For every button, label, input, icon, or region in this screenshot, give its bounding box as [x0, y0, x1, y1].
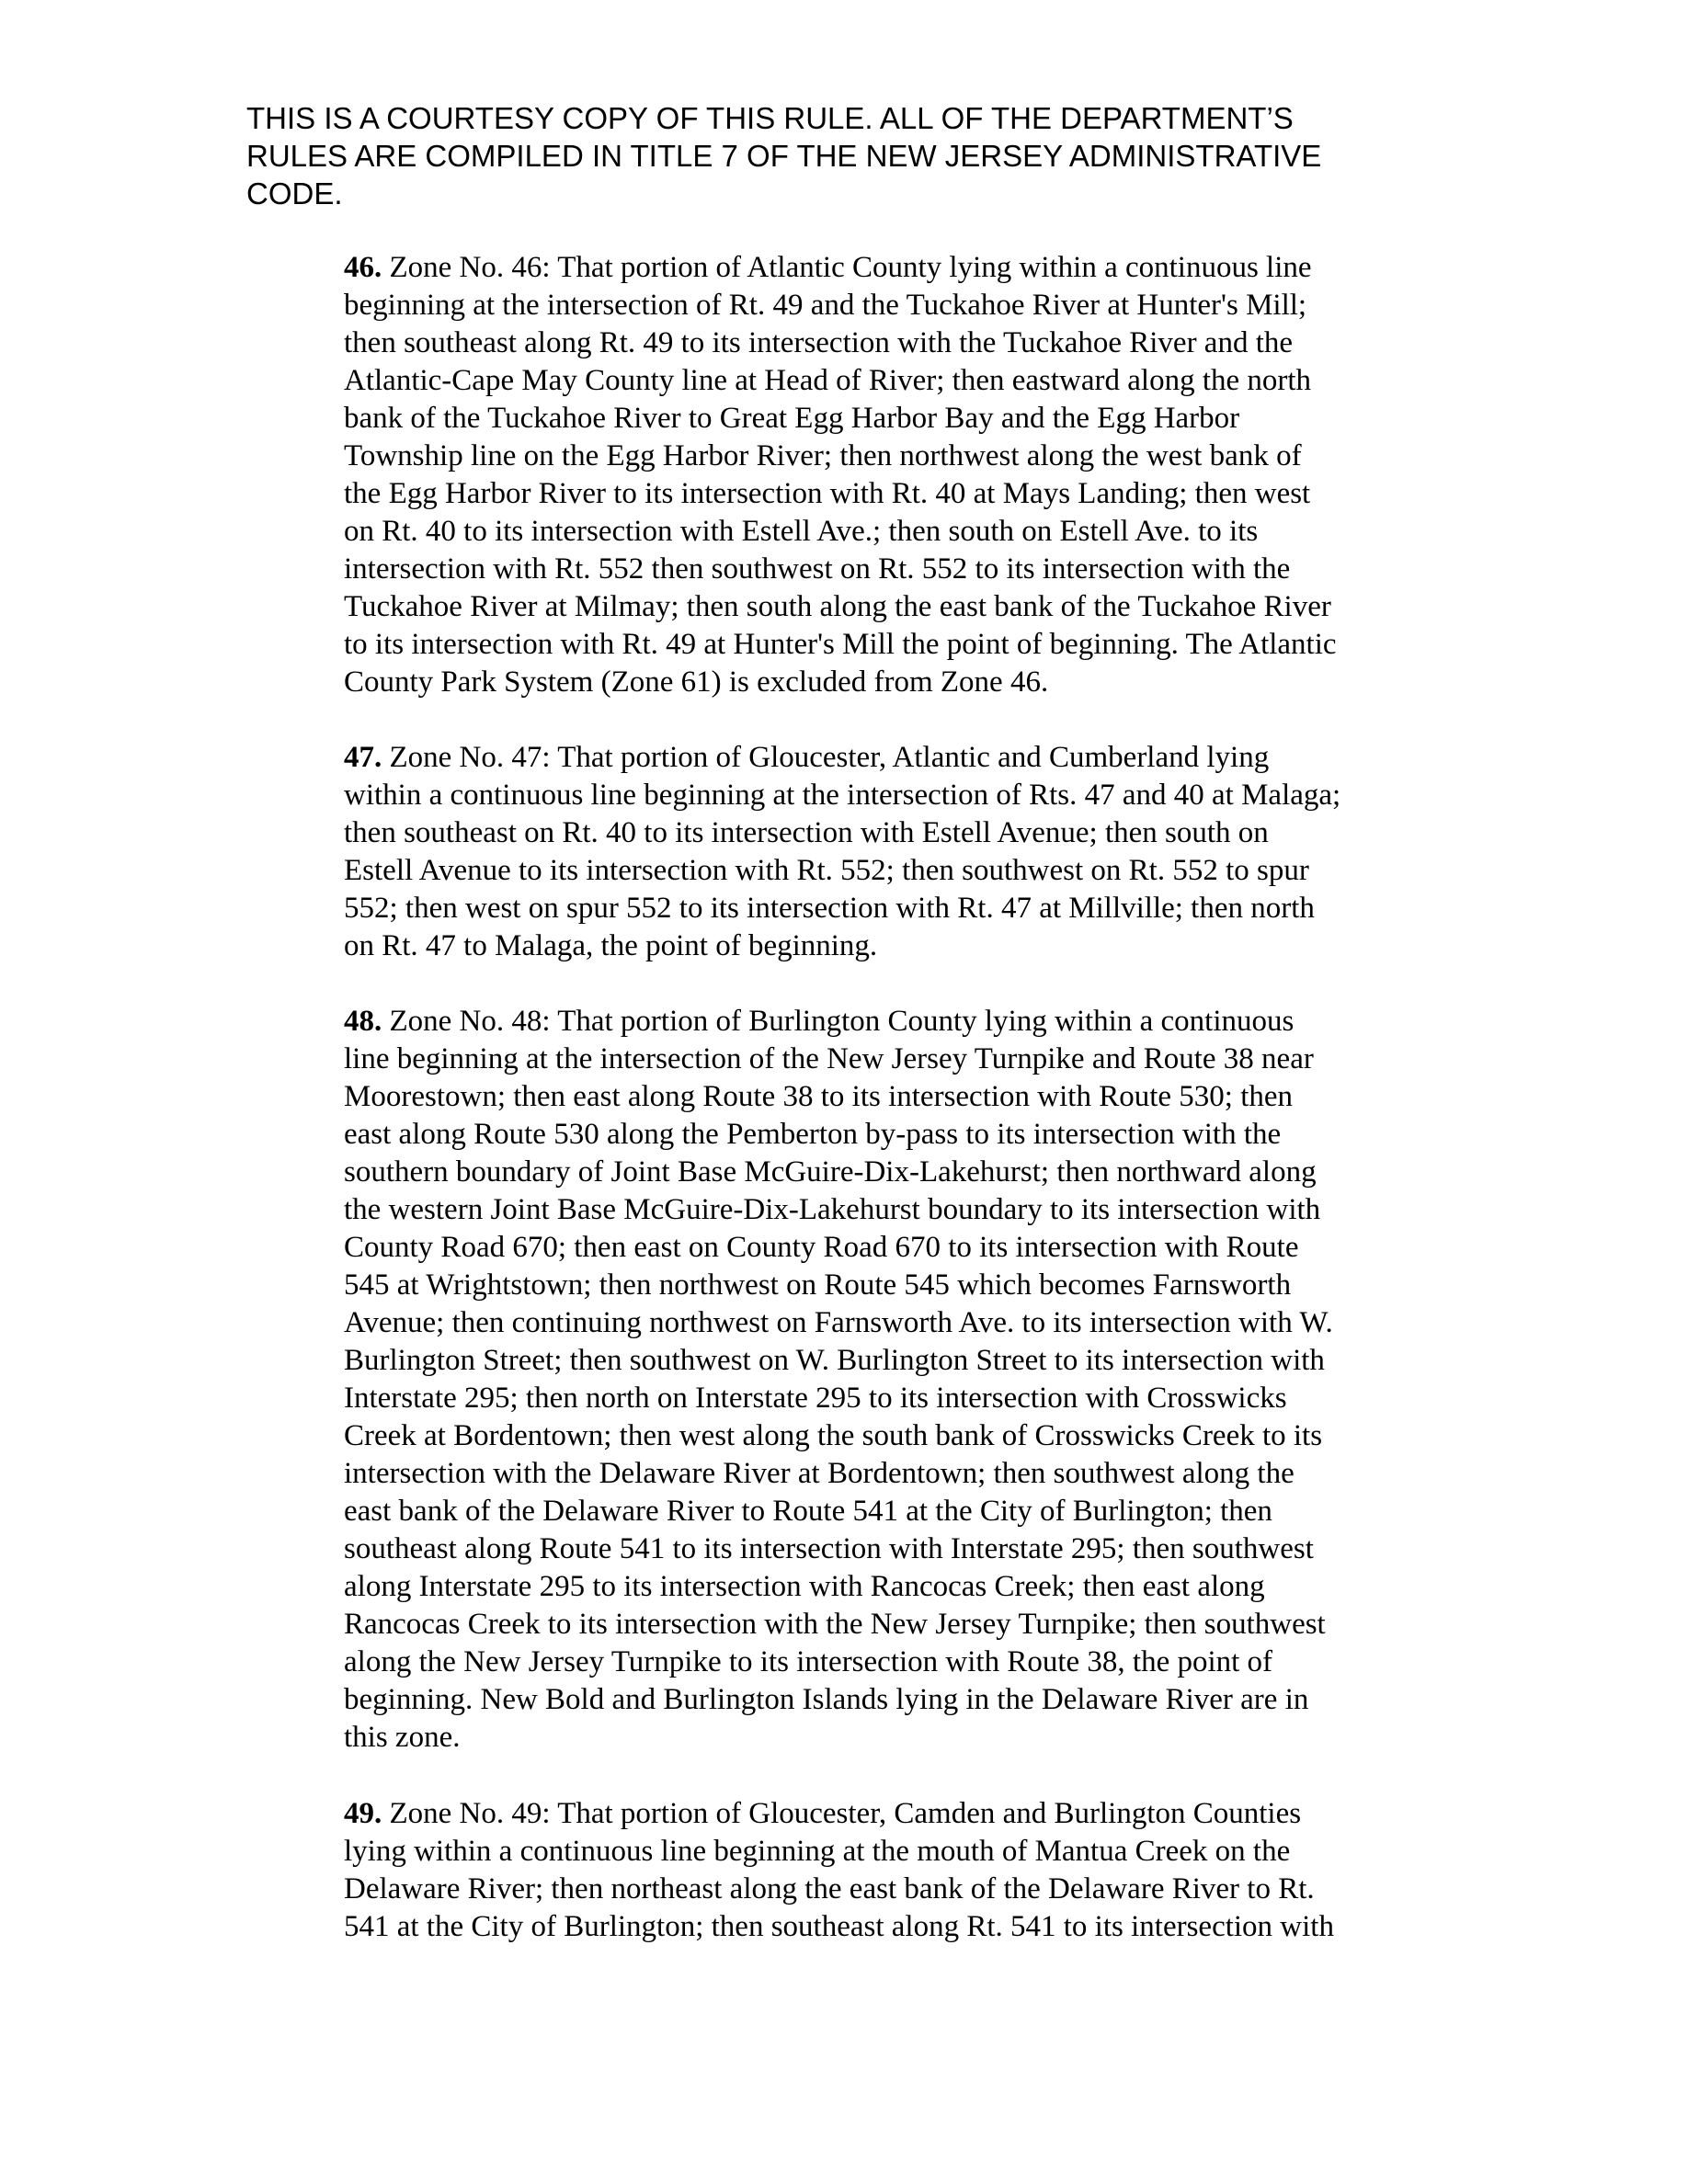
paragraph-first-line: [344, 739, 1447, 777]
zone-47-paragraph: [344, 739, 1447, 965]
paragraph-line: on Rt. 47 to Malaga, the point of beginning.: [344, 929, 878, 962]
paragraph-number: 48.: [344, 1005, 382, 1038]
zone-46-paragraph: [344, 249, 1447, 701]
paragraph-line: then southeast on Rt. 40 to its intersection with Estell Avenue; then south on: [344, 816, 1269, 849]
paragraph-line: Township line on the Egg Harbor River; then northwest along the west bank of: [344, 439, 1302, 472]
paragraph-line: the Egg Harbor River to its intersection with Rt. 40 at Mays Landing; then west: [344, 477, 1311, 510]
paragraph-line: Delaware River; then northeast along the east bank of the Delaware River to Rt.: [344, 1872, 1315, 1905]
paragraph-line: Rancocas Creek to its intersection with the New Jersey Turnpike; then southwest: [344, 1608, 1326, 1641]
paragraph-line: County Road 670; then east on County Road 670 to its intersection with Route: [344, 1231, 1299, 1264]
paragraph-line: intersection with the Delaware River at Bordentown; then southwest along the: [344, 1457, 1295, 1490]
paragraph-line: Tuckahoe River at Milmay; then south along the east bank of the Tuckahoe River: [344, 590, 1331, 623]
paragraph-line: east along Route 530 along the Pemberton by-pass to its intersection with the: [344, 1118, 1282, 1151]
courtesy-line: THIS IS A COURTESY COPY OF THIS RULE. ALL OF THE DEPARTMENT’S: [246, 101, 1294, 135]
paragraph-line: within a continuous line beginning at the intersection of Rts. 47 and 40 at Malaga;: [344, 779, 1341, 812]
paragraph-line: Moorestown; then east along Route 38 to its intersection with Route 530; then: [344, 1080, 1294, 1113]
paragraph-line: the western Joint Base McGuire-Dix-Lakehurst boundary to its intersection with: [344, 1193, 1321, 1226]
courtesy-line: RULES ARE COMPILED IN TITLE 7 OF THE NEW JERSEY ADMINISTRATIVE: [246, 139, 1322, 173]
paragraph-line: southern boundary of Joint Base McGuire-Dix-Lakehurst; then northward along: [344, 1155, 1317, 1189]
paragraph-line: along Interstate 295 to its intersection with Rancocas Creek; then east along: [344, 1570, 1265, 1603]
paragraph-number: 49.: [344, 1797, 382, 1830]
paragraph-line: intersection with Rt. 552 then southwest on Rt. 552 to its intersection with the: [344, 552, 1291, 586]
paragraph-line: Zone No. 48: That portion of Burlington County lying within a continuous: [382, 1005, 1295, 1038]
paragraph-line: Burlington Street; then southwest on W. Burlington Street to its intersection with: [344, 1344, 1325, 1377]
paragraph-line: this zone.: [344, 1721, 461, 1754]
paragraph-first-line: [344, 249, 1447, 287]
paragraph-line: on Rt. 40 to its intersection with Estell Ave.; then south on Estell Ave. to its: [344, 515, 1259, 548]
courtesy-notice: [246, 99, 1442, 212]
paragraph-line: beginning at the intersection of Rt. 49 and the Tuckahoe River at Hunter's Mill;: [344, 289, 1307, 322]
paragraph-line: southeast along Route 541 to its intersection with Interstate 295; then southwest: [344, 1532, 1314, 1565]
paragraph-first-line: [344, 1795, 1447, 1833]
paragraph-line: Estell Avenue to its intersection with Rt. 552; then southwest on Rt. 552 to spur: [344, 854, 1309, 887]
paragraph-line: 545 at Wrightstown; then northwest on Route 545 which becomes Farnsworth: [344, 1268, 1292, 1302]
paragraph-line: lying within a continuous line beginning at the mouth of Mantua Creek on the: [344, 1835, 1291, 1868]
paragraph-line: 541 at the City of Burlington; then southeast along Rt. 541 to its intersection with: [344, 1910, 1334, 1943]
paragraph-line: Zone No. 49: That portion of Gloucester, Camden and Burlington Counties: [382, 1797, 1302, 1830]
paragraph-line: Interstate 295; then north on Interstate 295 to its intersection with Crosswicks: [344, 1382, 1287, 1415]
paragraph-line: bank of the Tuckahoe River to Great Egg Harbor Bay and the Egg Harbor: [344, 402, 1240, 435]
paragraph-line: beginning. New Bold and Burlington Islands lying in the Delaware River are in: [344, 1683, 1309, 1716]
paragraph-line: Avenue; then continuing northwest on Farnsworth Ave. to its intersection with W.: [344, 1306, 1333, 1339]
paragraph-line: then southeast along Rt. 49 to its intersection with the Tuckahoe River and the: [344, 326, 1294, 359]
paragraph-line: Zone No. 46: That portion of Atlantic County lying within a continuous line: [382, 251, 1312, 284]
paragraph-line: Atlantic-Cape May County line at Head of River; then eastward along the north: [344, 364, 1312, 397]
courtesy-line: CODE.: [246, 176, 343, 210]
paragraph-line: County Park System (Zone 61) is excluded from Zone 46.: [344, 665, 1049, 699]
zone-48-paragraph: [344, 1003, 1447, 1757]
paragraph-line: east bank of the Delaware River to Route 541 at the City of Burlington; then: [344, 1495, 1272, 1528]
paragraph-number: 47.: [344, 741, 382, 774]
paragraph-line: Creek at Bordentown; then west along the south bank of Crosswicks Creek to its: [344, 1419, 1323, 1452]
paragraph-line: line beginning at the intersection of the New Jersey Turnpike and Route 38 near: [344, 1042, 1314, 1075]
paragraph-number: 46.: [344, 251, 382, 284]
paragraph-line: 552; then west on spur 552 to its intersection with Rt. 47 at Millville; then north: [344, 892, 1315, 925]
paragraph-line: Zone No. 47: That portion of Gloucester, Atlantic and Cumberland lying: [382, 741, 1270, 774]
paragraph-line: to its intersection with Rt. 49 at Hunter's Mill the point of beginning. The Atlantic: [344, 628, 1337, 661]
paragraph-line: along the New Jersey Turnpike to its intersection with Route 38, the point of: [344, 1645, 1273, 1678]
paragraph-first-line: [344, 1003, 1447, 1041]
zone-49-paragraph: [344, 1795, 1447, 1946]
